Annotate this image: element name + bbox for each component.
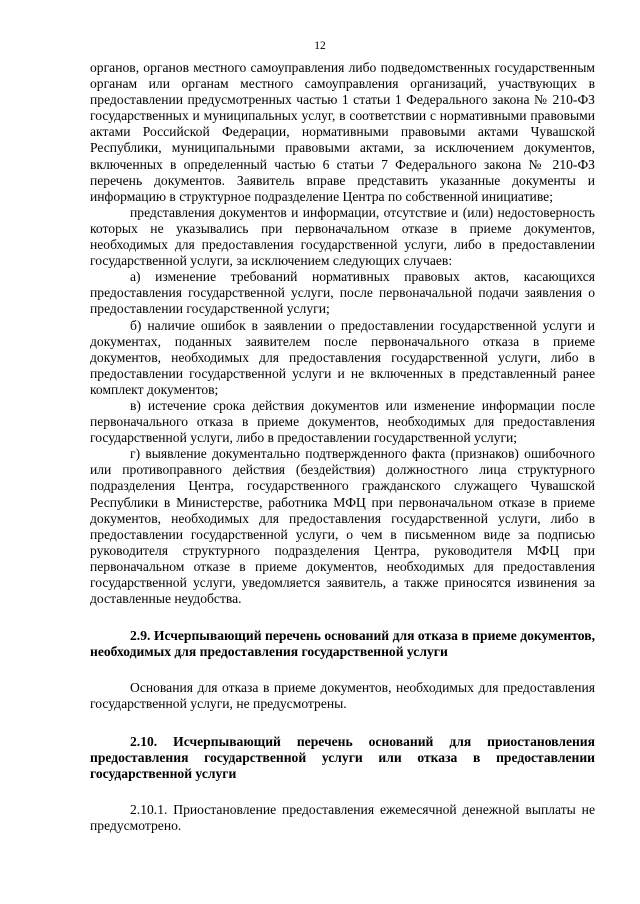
page-number: 12 (314, 40, 326, 52)
list-item-b: б) наличие ошибок в заявлении о предоставлении государственной услуги и документах, поданных заявителем после первоначального отказа в приеме документов, необходимых для предоставления государственной услуги, либо в предоставлении государственной услуги и не включенных в представленный ранее комплект документов; (90, 317, 595, 397)
section-2-9-text: Основания для отказа в приеме документов, необходимых для предоставления государственной услуги, не предусмотрены. (90, 680, 595, 712)
list-item-a: а) изменение требований нормативных правовых актов, касающихся предоставления государственной услуги, после первоначальной подачи заявления о предоставлении государственной услуги; (90, 269, 595, 317)
list-item-v: в) истечение срока действия документов или изменение информации после первоначального отказа в приеме документов, необходимых для предоставления государственной услуги, либо в предоставлении государственной услуги; (90, 397, 595, 446)
section-2-10-heading: 2.10. Исчерпывающий перечень оснований для приостановления предоставления государственной услуги или отказа в предоставлении государственной услуги (90, 733, 595, 781)
paragraph-submission: представления документов и информации, отсутствие и (или) недостоверность которых не указывались при первоначальном отказе в приеме документов, необходимых для предоставления государственной услуги, либо в предоставлении государственной услуги, за исключением следующих случаев: (90, 204, 595, 269)
section-2-9-heading: 2.9. Исчерпывающий перечень оснований для отказа в приеме документов, необходимых для предоставления государственной услуги (90, 628, 595, 660)
paragraph-continuation: органов, органов местного самоуправления либо подведомственных государственным органам или органам местного самоуправления организаций, участвующих в предоставлении предусмотренных частью 1 статьи 1 Федерального закона № 210-ФЗ государственных и муниципальных услуг, в соответствии с нормативными правовыми актами Российской Федерации, нормативными правовыми актами Чувашской Республики, муниципальными правовыми актами, за исключением документов, включенных в определенный частью 6 статьи 7 Федерального закона № 210-ФЗ перечень документов. Заявитель вправе представить указанные документы и информацию в структурное подразделение Центра по собственной инициативе; (90, 60, 595, 204)
document-body (90, 60, 595, 834)
list-item-g: г) выявление документально подтвержденного факта (признаков) ошибочного или противоправного действия (бездействия) должностного лица структурного подразделения Центра, государственного гражданского служащего Чувашской Республики в Министерстве, работника МФЦ при первоначальном отказе в приеме документов, необходимых для предоставления государственной услуги, либо в предоставлении государственной услуги, о чем в письменном виде за подписью руководителя структурного подразделения Центра, руководителя МФЦ при первоначальном отказе в приеме документов, необходимых для предоставления государственной услуги, уведомляется заявитель, а также приносятся извинения за доставленные неудобства. (90, 446, 595, 607)
section-2-10-1-text: 2.10.1. Приостановление предоставления ежемесячной денежной выплаты не предусмотрено. (90, 801, 595, 833)
